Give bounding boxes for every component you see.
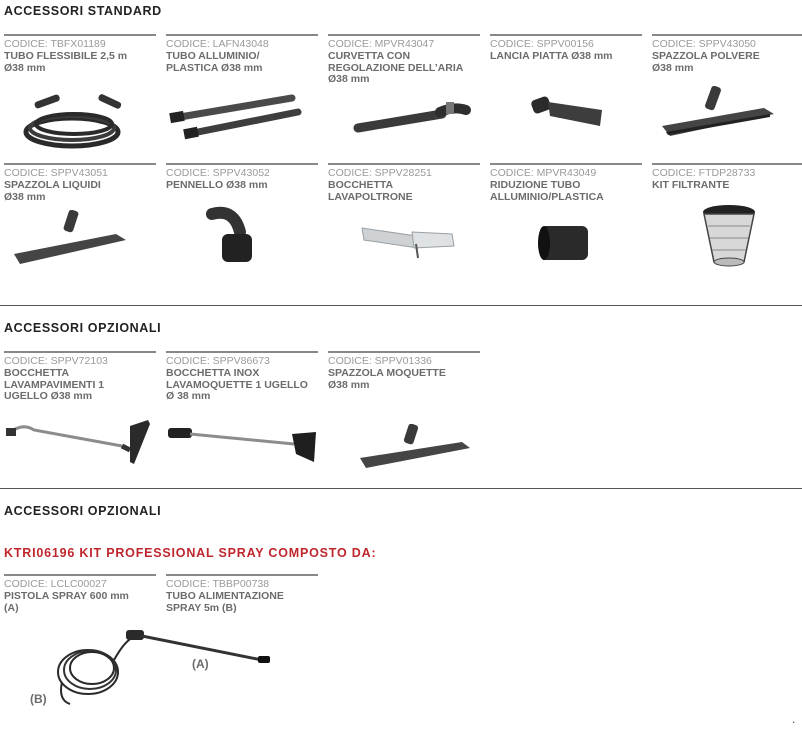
accessory-desc: RIDUZIONE TUBO ALLUMINIO/PLASTICA <box>490 179 604 203</box>
accessory-desc: LANCIA PIATTA Ø38 mm <box>490 50 613 62</box>
accessory-card <box>4 163 156 203</box>
accessory-code: CODICE: SPPV72103 <box>4 355 108 367</box>
card-rule <box>4 351 156 353</box>
accessory-code: CODICE: FTDP28733 <box>652 167 756 179</box>
liquid-squeegee-image <box>12 210 130 266</box>
accessory-card <box>328 351 480 391</box>
accessory-card <box>166 351 318 403</box>
accessory-desc: CURVETTA CON REGOLAZIONE DELL’ARIA Ø38 mm <box>328 50 464 85</box>
card-rule <box>166 574 318 576</box>
accessory-card <box>652 163 802 192</box>
accessory-card <box>490 34 642 63</box>
footer-mark: . <box>792 712 796 726</box>
card-rule <box>328 163 480 165</box>
accessory-code: CODICE: MPVR43047 <box>328 38 435 50</box>
floor-washing-nozzle-image <box>4 414 154 466</box>
card-rule <box>490 34 642 36</box>
accessory-desc: SPAZZOLA MOQUETTE Ø38 mm <box>328 367 446 391</box>
accessory-card <box>328 34 480 86</box>
accessory-code: CODICE: TBFX01189 <box>4 38 106 50</box>
accessory-desc: PENNELLO Ø38 mm <box>166 179 268 191</box>
accessory-code: CODICE: LCLC00027 <box>4 578 107 590</box>
card-rule <box>166 34 318 36</box>
spray-gun-and-hose-image <box>52 624 276 708</box>
round-brush-image <box>204 206 260 268</box>
card-rule <box>166 163 318 165</box>
accessory-code: CODICE: LAFN43048 <box>166 38 269 50</box>
kit-title: KTRI06196 KIT PROFESSIONAL SPRAY COMPOSTO DA: <box>4 546 377 560</box>
card-rule <box>4 34 156 36</box>
card-rule <box>328 34 480 36</box>
accessory-desc: BOCCHETTA LAVAPOLTRONE <box>328 179 413 203</box>
card-rule <box>652 163 802 165</box>
card-rule <box>166 351 318 353</box>
accessory-card <box>652 34 802 74</box>
accessory-card <box>166 163 318 192</box>
accessory-code: CODICE: SPPV43051 <box>4 167 108 179</box>
accessory-card <box>4 574 156 614</box>
accessory-code: CODICE: TBBP00738 <box>166 578 270 590</box>
filter-kit-image <box>698 202 760 270</box>
accessory-desc: BOCCHETTA INOX LAVAMOQUETTE 1 UGELLO Ø 38 mm <box>166 367 308 402</box>
reduction-tube-image <box>534 220 594 266</box>
accessory-card <box>4 34 156 74</box>
accessory-code: CODICE: SPPV00156 <box>490 38 594 50</box>
flat-nozzle-image <box>528 92 608 132</box>
card-rule <box>328 351 480 353</box>
card-rule <box>490 163 642 165</box>
accessory-desc: TUBO FLESSIBILE 2,5 m Ø38 mm <box>4 50 128 74</box>
card-rule <box>4 163 156 165</box>
card-rule <box>652 34 802 36</box>
accessory-code: CODICE: SPPV86673 <box>166 355 270 367</box>
accessory-card <box>166 34 318 74</box>
accessory-desc: SPAZZOLA POLVERE Ø38 mm <box>652 50 760 74</box>
dust-brush-image <box>658 86 778 138</box>
aluminium-tube-image <box>168 92 304 140</box>
label-a: (A) <box>192 657 209 671</box>
accessory-desc: SPAZZOLA LIQUIDI Ø38 mm <box>4 179 101 203</box>
section-divider <box>0 305 802 306</box>
label-b: (B) <box>30 692 47 706</box>
accessory-code: CODICE: SPPV43052 <box>166 167 270 179</box>
section-title-optional: ACCESSORI OPZIONALI <box>4 504 162 518</box>
flexible-hose-image <box>20 92 130 154</box>
section-divider <box>0 488 802 489</box>
carpet-washing-nozzle-image <box>164 418 320 468</box>
accessory-desc: PISTOLA SPRAY 600 mm (A) <box>4 590 129 614</box>
accessory-card <box>328 163 480 203</box>
accessory-desc: KIT FILTRANTE <box>652 179 730 191</box>
accessory-code: CODICE: SPPV28251 <box>328 167 432 179</box>
carpet-brush-image <box>358 424 476 470</box>
accessory-code: CODICE: SPPV43050 <box>652 38 756 50</box>
section-title-standard: ACCESSORI STANDARD <box>4 4 162 18</box>
accessory-code: CODICE: MPVR43049 <box>490 167 597 179</box>
card-rule <box>4 574 156 576</box>
upholstery-nozzle-image <box>356 214 462 264</box>
accessory-desc: TUBO ALLUMINIO/ PLASTICA Ø38 mm <box>166 50 263 74</box>
accessory-card <box>166 574 318 614</box>
air-regulator-elbow-image <box>350 94 476 138</box>
accessory-card <box>4 351 156 403</box>
accessory-code: CODICE: SPPV01336 <box>328 355 432 367</box>
accessory-card <box>490 163 642 203</box>
accessory-desc: BOCCHETTA LAVAMPAVIMENTI 1 UGELLO Ø38 mm <box>4 367 105 402</box>
accessory-desc: TUBO ALIMENTAZIONE SPRAY 5m (B) <box>166 590 284 614</box>
section-title-optional: ACCESSORI OPZIONALI <box>4 321 162 335</box>
